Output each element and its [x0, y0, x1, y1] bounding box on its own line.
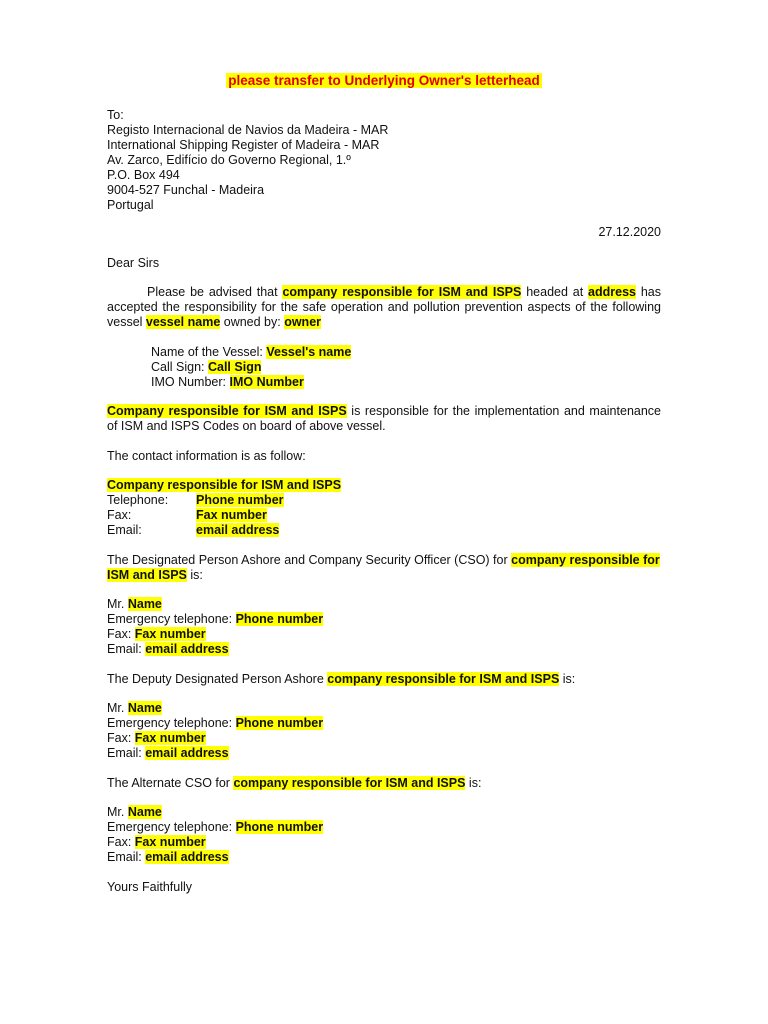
dpa-intro: The Designated Person Ashore and Company Security Officer (CSO) for company responsible for ISM and ISPS is:: [107, 553, 660, 582]
alt-cso-contact: Mr. Name Emergency telephone: Phone number Fax: Fax number Email: email address: [107, 805, 324, 864]
paragraph-implementation: Company responsible for ISM and ISPS is responsible for the implementation and maintenance of ISM and ISPS Codes on board of above vessel.: [107, 404, 661, 433]
letter-date: 27.12.2020: [598, 225, 661, 239]
closing: Yours Faithfully: [107, 880, 192, 894]
contact-block: Company responsible for ISM and ISPS Telephone: Phone number Fax: Fax number Email: email address: [107, 478, 342, 537]
deputy-contact: Mr. Name Emergency telephone: Phone number Fax: Fax number Email: email address: [107, 701, 324, 760]
paragraph-responsibility: Please be advised that company responsible for ISM and ISPS headed at address has accepted the responsibility for the safe operation and pollution prevention aspects of the following vessel vessel name owned by: owner: [107, 285, 662, 329]
alt-cso-intro: The Alternate CSO for company responsible for ISM and ISPS is:: [107, 776, 482, 790]
vessel-details: Name of the Vessel: Vessel's name Call Sign: Call Sign IMO Number: IMO Number: [151, 345, 352, 389]
recipient-address: To: Registo Internacional de Navios da Madeira - MAR International Shipping Register of Madeira - MAR Av. Zarco, Edifício do Governo Regional, 1.º P.O. Box 494 9004-527 Funchal - Madeira Portugal: [107, 108, 389, 212]
salutation: Dear Sirs: [107, 256, 160, 270]
letterhead-instruction: please transfer to Underlying Owner's letterhead: [228, 73, 540, 88]
deputy-intro: The Deputy Designated Person Ashore company responsible for ISM and ISPS is:: [107, 672, 576, 686]
dpa-contact: Mr. Name Emergency telephone: Phone number Fax: Fax number Email: email address: [107, 597, 324, 656]
contact-intro: The contact information is as follow:: [107, 449, 306, 463]
